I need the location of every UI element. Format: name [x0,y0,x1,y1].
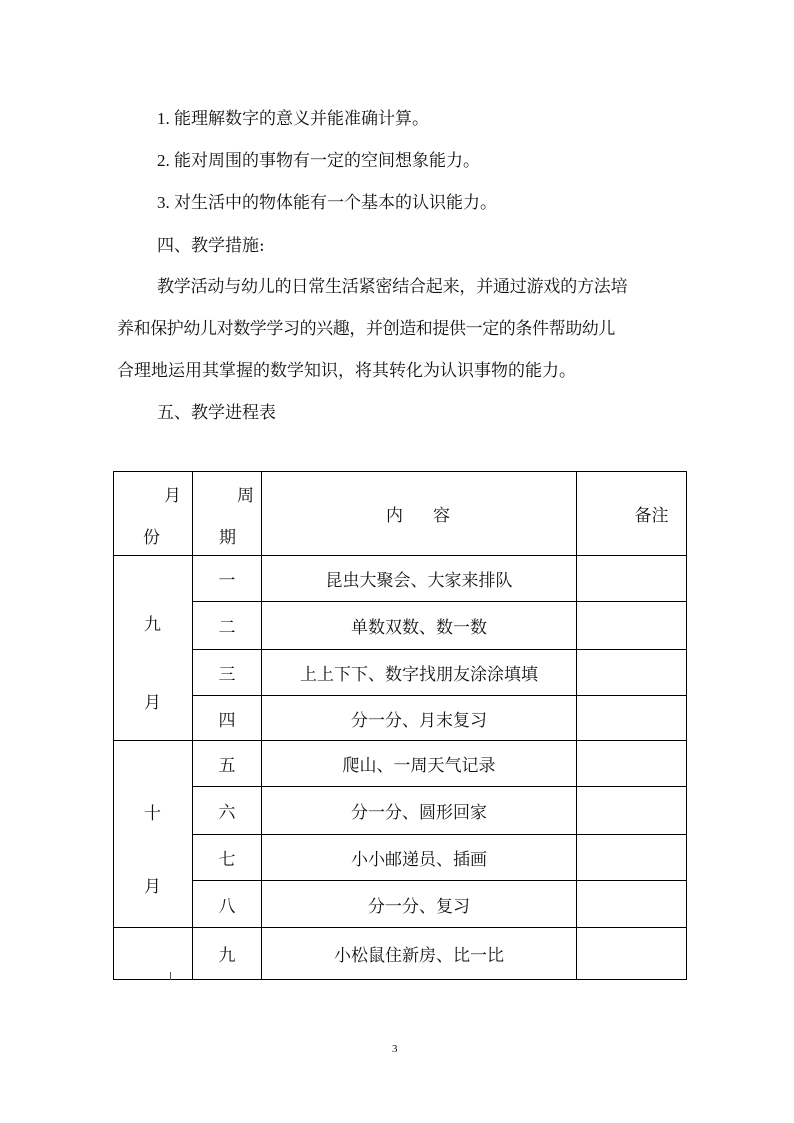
header-week-bottom: 期 [219,528,236,548]
remark-cell [577,881,687,928]
month-sep-bottom: 月 [144,693,161,713]
week-cell: 一 [193,556,262,602]
table-row [114,650,687,696]
measures-line-2: 养和保护幼儿对数学学习的兴趣，并创造和提供一定的条件帮助幼儿 [117,319,615,339]
content-cell: 爬山、一周天气记录 [262,741,577,787]
month-sep-top: 九 [144,615,161,635]
table-row [114,928,687,980]
measures-line-1: 教学活动与幼儿的日常生活紧密结合起来，并通过游戏的方法培 [157,277,628,297]
measures-line-3: 合理地运用其掌握的数学知识，将其转化为认识事物的能力。 [117,361,576,381]
stray-tick-mark [170,972,171,980]
table-row [114,556,687,602]
page-number: 3 [392,1043,398,1055]
header-remark: 备注 [577,472,687,556]
remark-cell [577,928,687,980]
header-month-bottom: 份 [143,528,160,548]
content-cell: 上上下下、数字找朋友涂涂填填 [262,650,577,696]
remark-cell [577,650,687,696]
section-4-heading: 四、教学措施: [157,236,265,256]
header-week [193,472,262,556]
content-cell: 昆虫大聚会、大家来排队 [262,556,577,602]
table-row [114,835,687,881]
header-week-top: 周 [237,486,254,506]
week-cell: 九 [193,928,262,980]
remark-cell [577,602,687,650]
content-cell: 分一分、圆形回家 [262,787,577,835]
table-row [114,741,687,787]
month-cell-november [114,928,193,980]
content-cell: 小松鼠住新房、比一比 [262,928,577,980]
remark-cell [577,787,687,835]
table-row [114,696,687,741]
table-header-row [114,472,687,556]
month-cell-october [114,741,193,928]
header-month-top: 月 [164,486,181,506]
remark-cell [577,556,687,602]
week-cell: 二 [193,602,262,650]
content-cell: 分一分、月末复习 [262,696,577,741]
week-cell: 六 [193,787,262,835]
goal-item-1: 1. 能理解数字的意义并能准确计算。 [157,109,429,128]
content-cell: 分一分、复习 [262,881,577,928]
month-cell-september [114,556,193,741]
table-row [114,787,687,835]
teaching-schedule-table [113,471,687,980]
header-content: 内容 [262,472,577,556]
table-row [114,881,687,928]
table-row [114,602,687,650]
week-cell: 五 [193,741,262,787]
remark-cell [577,835,687,881]
week-cell: 八 [193,881,262,928]
content-cell: 单数双数、数一数 [262,602,577,650]
week-cell: 七 [193,835,262,881]
header-month [114,472,193,556]
month-oct-top: 十 [144,804,161,824]
remark-cell [577,741,687,787]
remark-cell [577,696,687,741]
goal-item-2: 2. 能对周围的事物有一定的空间想象能力。 [157,151,480,170]
week-cell: 三 [193,650,262,696]
section-5-heading: 五、教学进程表 [157,403,276,423]
content-cell: 小小邮递员、插画 [262,835,577,881]
week-cell: 四 [193,696,262,741]
goal-item-3: 3. 对生活中的物体能有一个基本的认识能力。 [157,193,497,212]
month-oct-bottom: 月 [144,877,161,897]
